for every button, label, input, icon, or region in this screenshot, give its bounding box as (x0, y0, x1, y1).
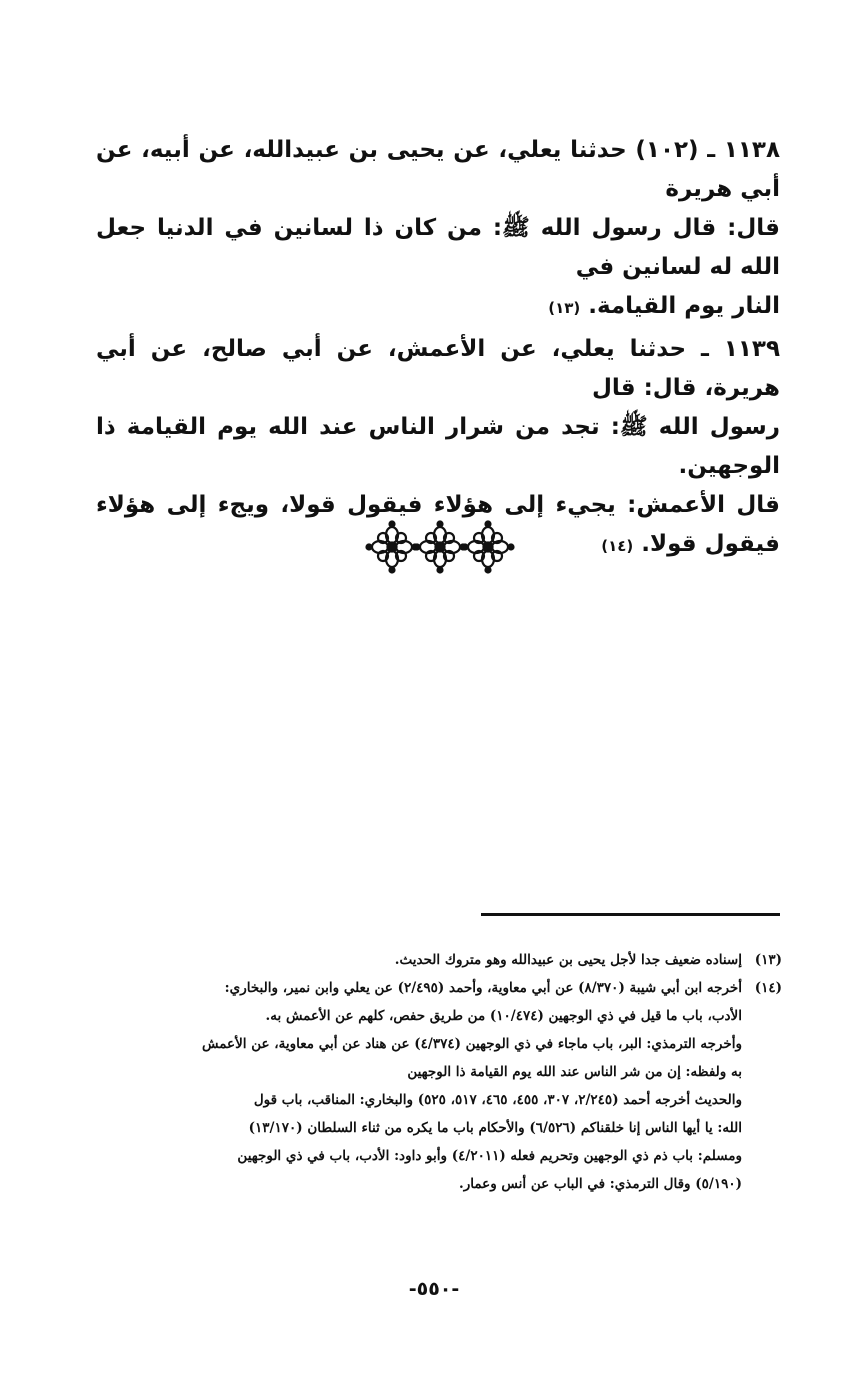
footnote-number: (١٣) (754, 952, 782, 968)
footnote-line: أخرجه ابن أبي شيبة (٨/٣٧٠) عن أبي معاوية، وأحمد (٢/٤٩٥) عن يعلي وابن نمير، والبخاري: (224, 980, 742, 996)
hadith-line: قال الأعمش: يجيء إلى هؤلاء فيقول قولا، ويجء إلى هؤلاء فيقول قولا. (96, 492, 780, 557)
footnotes (104, 946, 782, 1198)
hadith-1138 (96, 131, 780, 328)
footnote-ref-14: (١٤) (601, 537, 634, 555)
main-text (96, 131, 780, 566)
footnote-body (104, 946, 742, 974)
footnote-number: (١٤) (754, 980, 782, 996)
hadith-line: ١١٣٩ ـ حدثنا يعلي، عن الأعمش، عن أبي صالح، عن أبي هريرة، قال: قال (96, 336, 780, 401)
footnote-line: وأخرجه الترمذي: البر، باب ماجاء في ذي الوجهين (٤/٣٧٤) عن هناد عن أبي معاوية، عن الأعمش (202, 1036, 742, 1052)
page-number: -٥٥٠- (408, 1278, 460, 1300)
footnote-14 (104, 974, 782, 1198)
footnote-13 (104, 946, 782, 974)
footnote-line: به ولفظه: إن من شر الناس عند الله يوم القيامة ذا الوجهين (407, 1064, 742, 1080)
footnote-line: ومسلم: باب ذم ذي الوجهين وتحريم فعله (٤/٢٠١١) وأبو داود: الأدب، باب في ذي الوجهين (237, 1148, 742, 1164)
footnote-line: الله: يا أيها الناس إنا خلقناكم (٦/٥٢٦) والأحكام باب ما يكره من ثناء السلطان (١٣/١٧٠) (248, 1120, 742, 1136)
hadith-line: ١١٣٨ ـ (١٠٢) حدثنا يعلي، عن يحيى بن عبيدالله، عن أبيه، عن أبي هريرة (96, 137, 780, 202)
footnote-line: (٥/١٩٠) وقال الترمذي: في الباب عن أنس وعمار. (459, 1176, 742, 1192)
footnote-ref-13: (١٣) (548, 299, 581, 317)
hadith-line: رسول الله ﷺ: تجد من شرار الناس عند الله يوم القيامة ذا الوجهين. (96, 414, 780, 479)
footnote-line: والحديث أخرجه أحمد (٢/٢٤٥، ٣٠٧، ٤٥٥، ٤٦٥، ٥١٧، ٥٢٥) والبخاري: المناقب، باب قول (253, 1092, 742, 1108)
footnote-line: الأدب، باب ما قيل في ذي الوجهين (١٠/٤٧٤) من طريق حفص، كلهم عن الأعمش به. (265, 1008, 742, 1024)
three-flower-ornament-icon (364, 518, 516, 576)
footnote-body (104, 974, 742, 1198)
footnote-divider (481, 913, 780, 916)
hadith-line: النار يوم القيامة. (588, 293, 780, 319)
hadith-line: قال: قال رسول الله ﷺ: من كان ذا لسانين في الدنيا جعل الله له لسانين في (96, 215, 780, 280)
footnote-line: إسناده ضعيف جدا لأجل يحيى بن عبيدالله وهو متروك الحديث. (394, 952, 742, 968)
